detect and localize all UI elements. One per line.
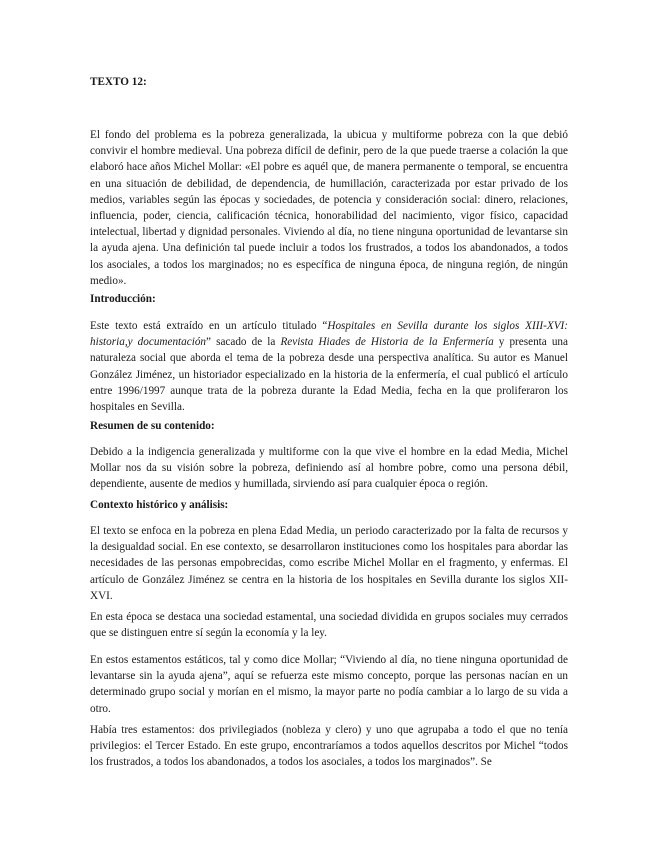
article-title: Hospitales en Sevilla durante los siglos XIII-XVI: historia,y documentación [90, 320, 568, 349]
paragraph-contexto-3: En estos estamentos estáticos, tal y como dice Mollar; “Viviendo al día, no tiene ninguna oportunidad de levantarse sin la ayuda ajena”, aquí se refuerza este mismo concepto, porque las personas nacían en un determinado grupo social y morían en el mismo, la mayor parte no podía cambiar a lo largo de su vida a otro. [90, 654, 568, 715]
intro-text-3: y presenta una naturaleza social que aborda el tema de la pobreza desde una perspectiva analítica. Su autor es Manuel González Jiménez, un historiador especializado en la historia de la enfermería, el cual publicó el artículo entre 1996/1997 aunque trata de la pobreza durante la Edad Media, fecha en la que proliferaron los hospitales en Sevilla. [90, 336, 568, 414]
heading-contexto: Contexto histórico y análisis: [90, 499, 229, 511]
document-title: TEXTO 12: [90, 76, 147, 88]
paragraph-contexto-2: En esta época se destaca una sociedad estamental, una sociedad dividida en grupos sociales muy cerrados que se distinguen entre sí según la economía y la ley. [90, 611, 568, 640]
heading-introduccion: Introducción: [90, 293, 156, 305]
heading-resumen: Resumen de su contenido: [90, 420, 215, 432]
journal-title: Revista Hiades de Historia de la Enfermería [280, 336, 494, 349]
paragraph-introduccion [90, 318, 568, 415]
intro-text-1: Este texto está extraído en un artículo titulado “ [90, 320, 328, 332]
paragraph-quote: El fondo del problema es la pobreza generalizada, la ubicua y multiforme pobreza con la que debió convivir el hombre medieval. Una pobreza difícil de definir, pero de la que puede traerse a colación la que elaboró hace años Michel Mollar: «El pobre es aquél que, de manera permanente o temporal, se encuentra en una situación de debilidad, de dependencia, de humillación, caracterizada por estar privado de los medios, variables según las épocas y sociedades, de potencia y consideración social: dinero, relaciones, influencia, poder, ciencia, calificación técnica, honorabilidad del nacimiento, vigor físico, capacidad intelectual, libertad y dignidad personales. Viviendo al día, no tiene ninguna oportunidad de levantarse sin la ayuda ajena. Una definición tal puede incluir a todos los frustrados, a todos los abandonados, a todos los asociales, a todos los marginados; no es específica de ninguna época, de ninguna región, de ningún medio». [90, 129, 568, 287]
intro-text-2: ” sacado de la [206, 336, 281, 349]
paragraph-contexto-4: Había tres estamentos: dos privilegiados (nobleza y clero) y uno que agrupaba a todo el que no tenía privilegios: el Tercer Estado. En este grupo, encontraríamos a todos aquellos descritos por Michel “todos los frustrados, a todos los abandonados, a todos los asociales, a todos los marginados”. Se [90, 724, 568, 769]
paragraph-contexto-1: El texto se enfoca en la pobreza en plena Edad Media, un periodo caracterizado por la falta de recursos y la desigualdad social. En ese contexto, se desarrollaron instituciones como los hospitales para abordar las necesidades de las personas empobrecidas, como escribe Michel Mollar en el fragmento, y enfermas. El artículo de González Jiménez se centra en la historia de los hospitales en Sevilla durante los siglos XII-XVI. [90, 525, 568, 602]
paragraph-resumen: Debido a la indigencia generalizada y multiforme con la que vive el hombre en la edad Media, Michel Mollar nos da su visión sobre la pobreza, definiendo así al hombre pobre, como una persona débil, dependiente, ausente de medios y humillada, sirviendo así para cualquier época o región. [90, 446, 568, 491]
